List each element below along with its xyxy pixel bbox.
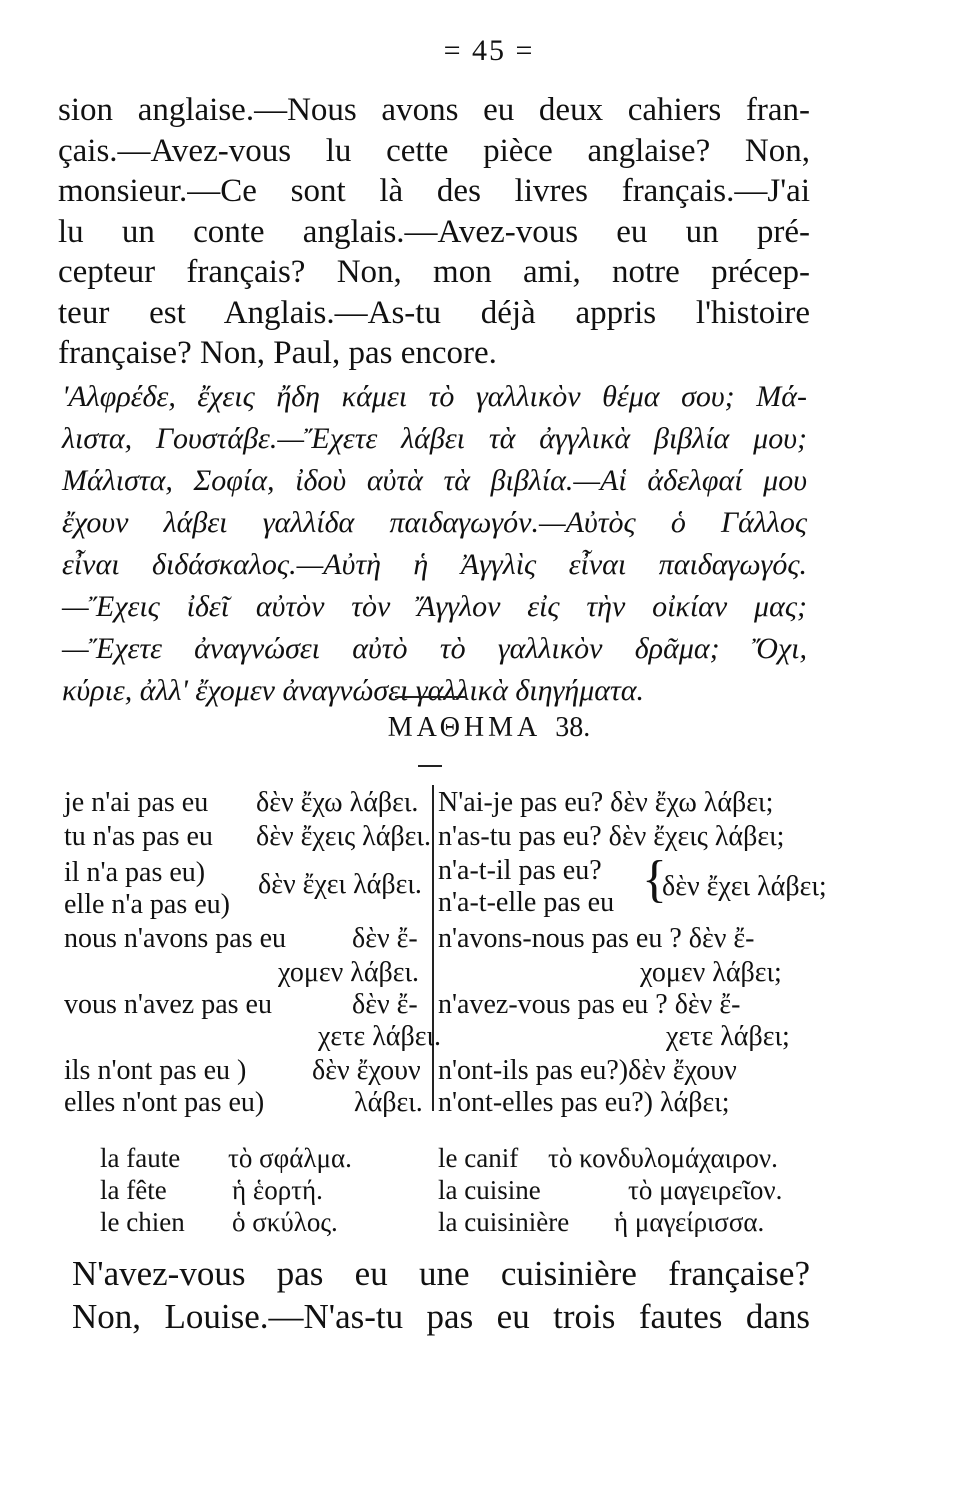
conj-left-fr: je n'ai pas eu <box>64 787 209 818</box>
conj-left-fr: tu n'as pas eu <box>64 821 213 852</box>
conj-left-gr: δὲν ἔχεις λάβει. <box>256 821 431 852</box>
prose-line: sion anglaise.—Nous avons eu deux cahiers fran- <box>58 92 810 128</box>
bottom-line: Non, Louise.—N'as-tu pas eu trois fautes dans <box>72 1297 810 1336</box>
bottom-exercise-paragraph <box>72 1252 810 1338</box>
vocab-fr: la cuisinière <box>438 1207 570 1237</box>
conj-left-gr: δὲν ἔ- <box>352 989 418 1020</box>
conj-left-fr: nous n'avons pas eu <box>64 923 287 954</box>
brace-glyph: { <box>642 851 667 908</box>
conj-left-fr: il n'a pas eu) <box>64 857 206 888</box>
greek-line: λιστα, Γουστάβε.—Ἔχετε λάβει τὰ ἀγγλικὰ βιβλία μου; <box>62 422 807 455</box>
conj-right-gr: χομεν λάβει; <box>640 957 782 988</box>
vocab-gr: τὸ μαγειρεῖον. <box>628 1175 783 1205</box>
vocab-fr: le chien <box>100 1207 185 1237</box>
conj-left-fr: elle n'a pas eu) <box>64 889 230 920</box>
conj-right-line: n'avez-vous pas eu ? δὲν ἔ- <box>438 989 741 1020</box>
prose-line: cepteur français? Non, mon ami, notre précep- <box>58 254 810 290</box>
conj-left-gr: λάβει. <box>354 1087 423 1118</box>
column-divider <box>432 785 434 1111</box>
conj-left-gr: δὲν ἔχω λάβει. <box>256 787 419 818</box>
prose-line: çais.—Avez-vous lu cette pièce anglaise? Non, <box>58 132 810 169</box>
lesson-title: ΜΑΘΗΜΑ <box>387 712 542 743</box>
vocab-gr: ἡ μαγείρισσα. <box>614 1207 765 1237</box>
conj-right-line: N'ai-je pas eu? δὲν ἔχω λάβει; <box>438 787 774 818</box>
conj-right-line: n'avons-nous pas eu ? δὲν ἔ- <box>438 923 755 954</box>
conj-right-fr: n'a-t-il pas eu? <box>438 855 602 886</box>
conj-left-gr: δὲν ἔχει λάβει. <box>258 869 422 900</box>
greek-exercise-paragraph <box>62 376 807 712</box>
greek-line: —Ἔχετε ἀναγνώσει αὐτὸ τὸ γαλλικὸν δρᾶμα; Ὄχι, <box>62 632 807 665</box>
greek-line: —Ἔχεις ἰδεῖ αὐτὸν τὸν Ἄγγλον εἰς τὴν οἰκίαν μας; <box>62 590 807 623</box>
lesson-heading <box>0 712 978 744</box>
vocab-fr: la cuisine <box>438 1175 541 1205</box>
conj-left-gr: δὲν ἔ- <box>352 923 418 954</box>
conj-right-gr: χετε λάβει; <box>666 1021 790 1052</box>
conj-left-fr: ils n'ont pas eu ) <box>64 1055 247 1086</box>
conj-left-gr: χομεν λάβει. <box>278 957 420 988</box>
greek-line: 'Αλφρέδε, ἔχεις ἤδη κάμει τὸ γαλλικὸν θέμα σου; Μά- <box>62 380 807 413</box>
vocab-gr: τὸ κονδυλομάχαιρον. <box>548 1143 778 1173</box>
greek-line: κύριε, ἀλλ' ἔχομεν ἀναγνώσει γαλλικὰ διηγήματα. <box>62 674 644 707</box>
section-divider <box>395 696 467 698</box>
page-number: = 45 = <box>443 34 535 67</box>
bottom-line: N'avez-vous pas eu une cuisinière française? <box>72 1254 810 1293</box>
prose-line: monsieur.—Ce sont là des livres français.—J'ai <box>58 173 810 209</box>
vocab-gr: τὸ σφάλμα. <box>228 1143 352 1173</box>
conj-right-line: n'as-tu pas eu? δὲν ἔχεις λάβει; <box>438 821 785 852</box>
prose-line: française? Non, Paul, pas encore. <box>58 335 497 371</box>
conj-left-gr: χετε λάβει. <box>318 1021 441 1052</box>
conj-right-line: n'ont-ils pas eu?)δὲν ἔχουν <box>438 1055 737 1086</box>
prose-line: lu un conte anglais.—Avez-vous eu un pré- <box>58 213 810 250</box>
conj-left-gr: δὲν ἔχουν <box>312 1055 421 1086</box>
heading-rule <box>418 765 442 767</box>
vocab-fr: la faute <box>100 1143 181 1173</box>
lesson-number: 38. <box>555 712 591 743</box>
french-exercise-paragraph <box>58 90 810 374</box>
vocab-fr: la fête <box>100 1175 167 1205</box>
greek-line: ἔχουν λάβει γαλλίδα παιδαγωγόν.—Αὐτὸς ὁ Γάλλος <box>62 506 807 539</box>
conj-left-fr: vous n'avez pas eu <box>64 989 272 1020</box>
conj-right-fr: n'a-t-elle pas eu <box>438 887 615 918</box>
conj-right-gr: δὲν ἔχει λάβει; <box>662 871 827 902</box>
greek-line: εἶναι διδάσκαλος.—Αὐτὴ ἡ Ἀγγλὶς εἶναι παιδαγωγός. <box>62 548 807 581</box>
prose-line: teur est Anglais.—As-tu déjà appris l'histoire <box>58 294 810 331</box>
vocab-fr: le canif <box>438 1143 519 1173</box>
vocab-gr: ὁ σκύλος. <box>232 1207 338 1237</box>
vocab-gr: ἡ ἑορτή. <box>232 1175 323 1205</box>
conj-left-fr: elles n'ont pas eu) <box>64 1087 265 1118</box>
greek-line: Μάλιστα, Σοφία, ἰδοὺ αὐτὰ τὰ βιβλία.—Αἱ ἀδελφαί μου <box>62 464 807 497</box>
conj-right-line: n'ont-elles pas eu?) λάβει; <box>438 1087 730 1118</box>
